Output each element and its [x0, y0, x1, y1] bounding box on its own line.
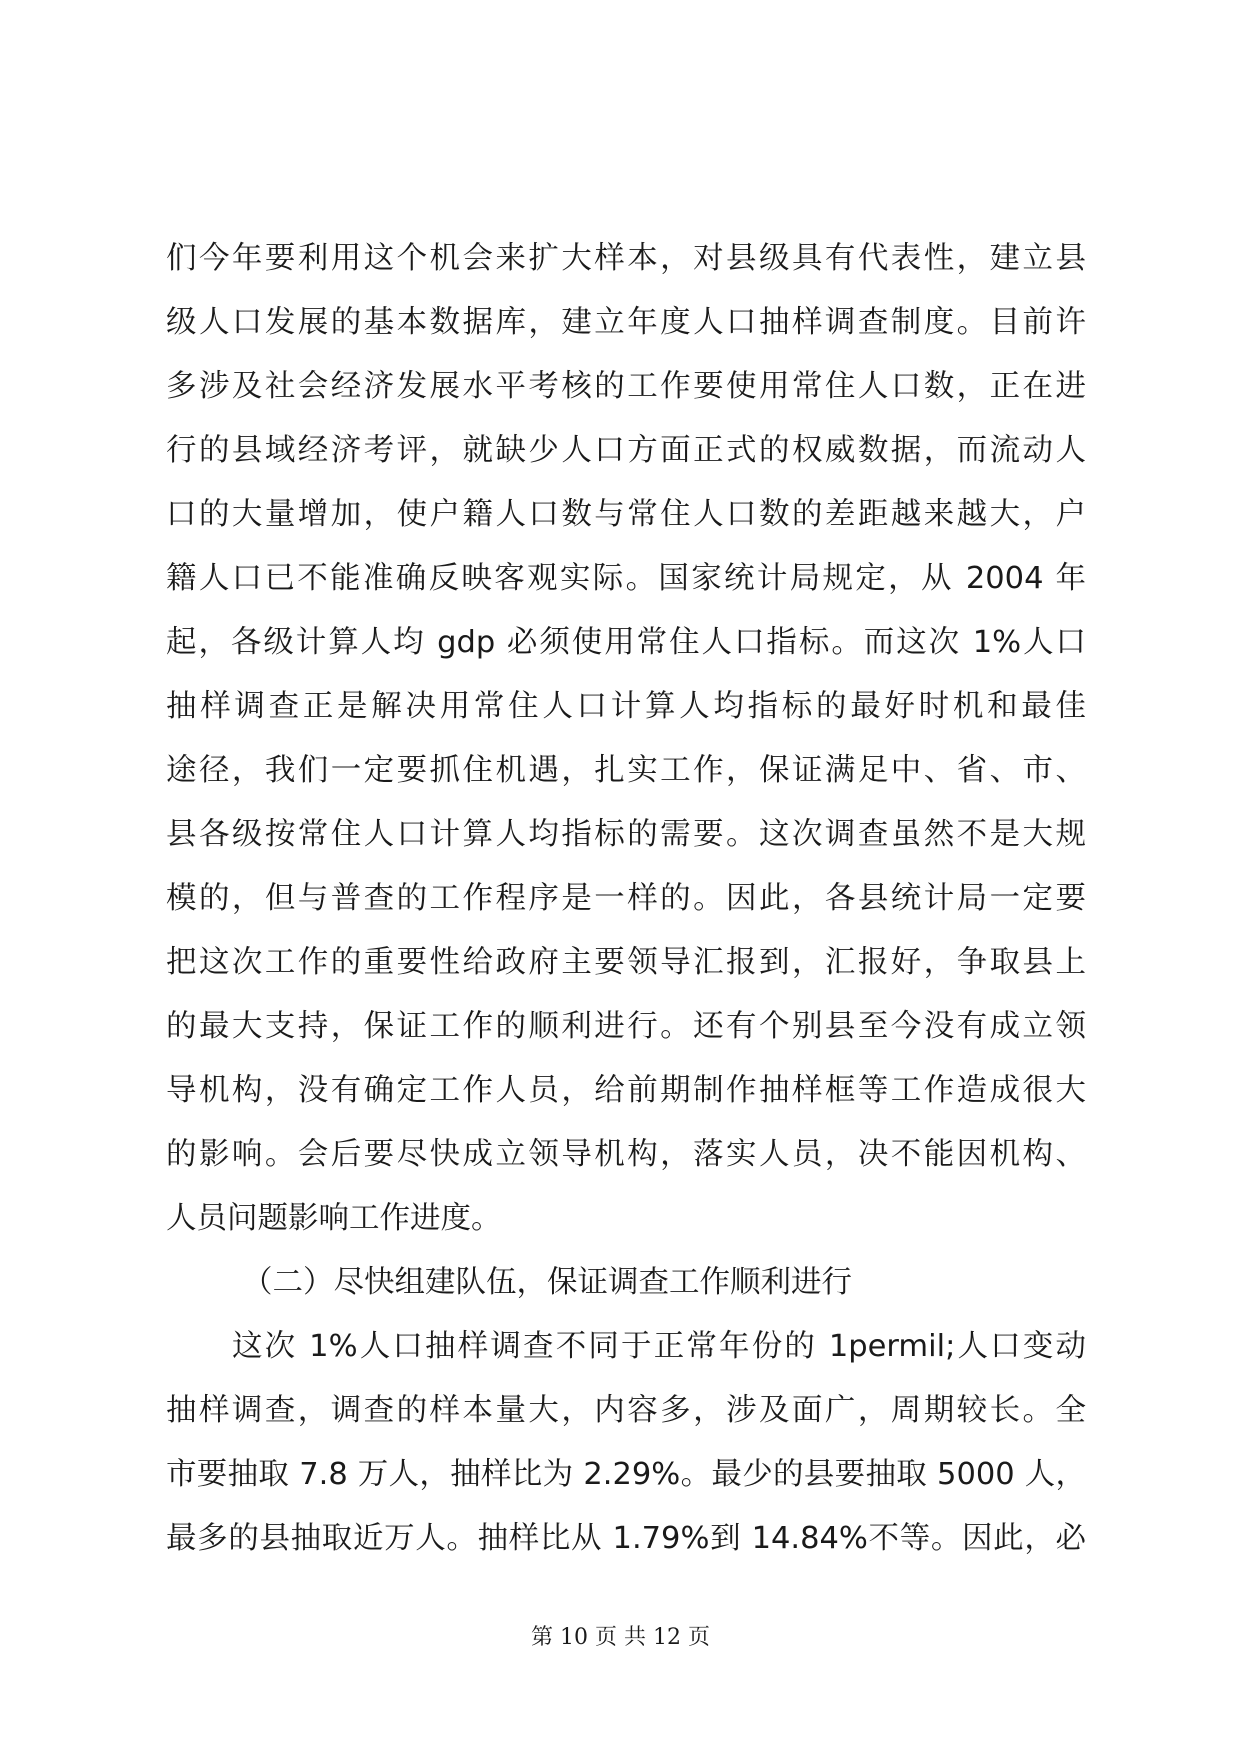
text-line: 把这次工作的重要性给政府主要领导汇报到，汇报好，争取县上	[166, 945, 1086, 980]
text-line: 口的大量增加，使户籍人口数与常住人口数的差距越来越大，户	[166, 497, 1086, 532]
text-line: 们今年要利用这个机会来扩大样本，对县级具有代表性，建立县	[166, 241, 1086, 276]
text-line: 籍人口已不能准确反映客观实际。国家统计局规定，从 2004 年	[166, 561, 1086, 596]
text-line: 途径，我们一定要抓住机遇，扎实工作，保证满足中、省、市、	[166, 753, 1086, 788]
text-line: 县各级按常住人口计算人均指标的需要。这次调查虽然不是大规	[166, 817, 1086, 852]
text-line: 模的，但与普查的工作程序是一样的。因此，各县统计局一定要	[166, 881, 1086, 916]
body-text	[166, 227, 1086, 1571]
text-line: 的影响。会后要尽快成立领导机构，落实人员，决不能因机构、	[166, 1137, 1086, 1172]
text-line: 抽样调查正是解决用常住人口计算人均指标的最好时机和最佳	[166, 689, 1086, 724]
text-line: 起，各级计算人均 gdp 必须使用常住人口指标。而这次 1%人口	[166, 625, 1086, 660]
text-line: 导机构，没有确定工作人员，给前期制作抽样框等工作造成很大	[166, 1073, 1086, 1108]
text-line: 市要抽取 7.8 万人，抽样比为 2.29%。最少的县要抽取 5000 人，	[166, 1457, 1086, 1492]
text-line: 这次 1%人口抽样调查不同于正常年份的 1permil;人口变动	[232, 1329, 1086, 1364]
text-line: 的最大支持，保证工作的顺利进行。还有个别县至今没有成立领	[166, 1009, 1086, 1044]
page-footer: 第 10 页 共 12 页	[531, 1625, 710, 1650]
text-line: 抽样调查，调查的样本量大，内容多，涉及面广，周期较长。全	[166, 1393, 1086, 1428]
text-line: 行的县域经济考评，就缺少人口方面正式的权威数据，而流动人	[166, 433, 1086, 468]
text-line: 人员问题影响工作进度。	[166, 1201, 502, 1236]
text-line: 多涉及社会经济发展水平考核的工作要使用常住人口数，正在进	[166, 369, 1086, 404]
text-line: 级人口发展的基本数据库，建立年度人口抽样调查制度。目前许	[166, 305, 1086, 340]
text-line: 最多的县抽取近万人。抽样比从 1.79%到 14.84%不等。因此，必	[166, 1521, 1086, 1556]
section-heading: （二）尽快组建队伍，保证调查工作顺利进行	[242, 1265, 852, 1300]
